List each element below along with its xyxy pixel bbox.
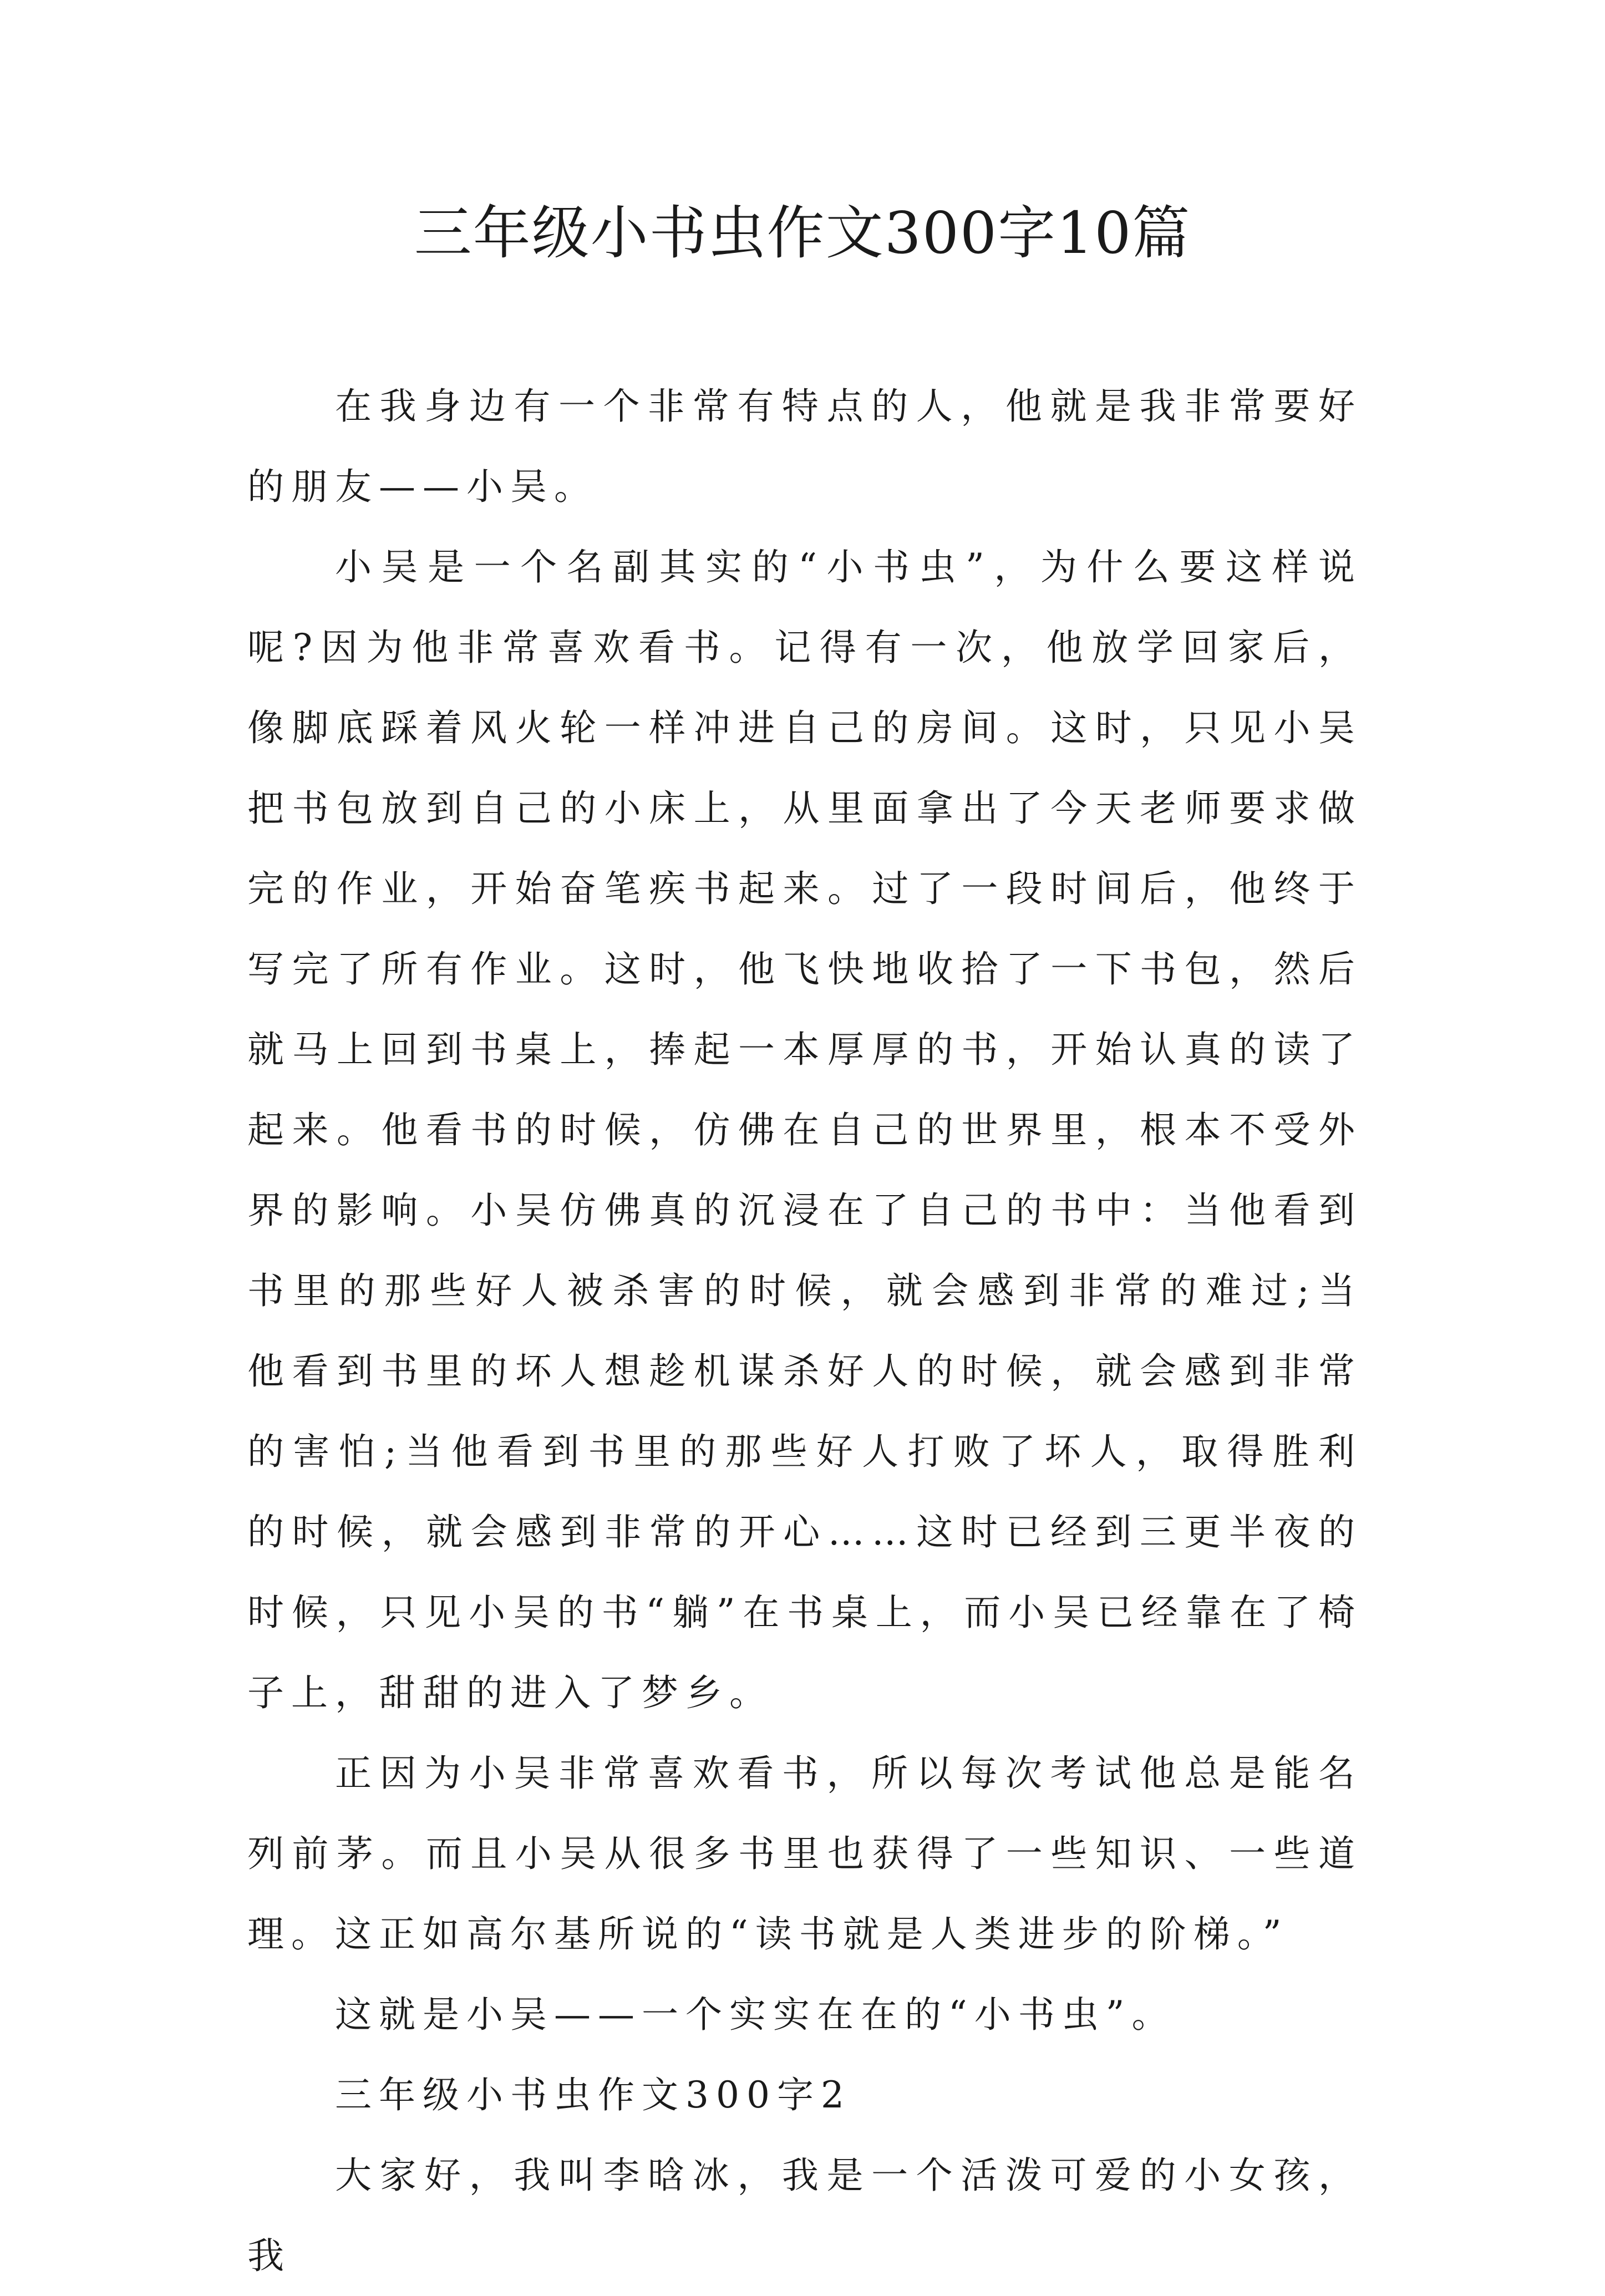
- paragraph-1: 在我身边有一个非常有特点的人，他就是我非常要好的朋友——小吴。: [247, 385, 1362, 508]
- paragraph-3: 正因为小吴非常喜欢看书，所以每次考试他总是能名列前茅。而且小吴从很多书里也获得了一些知识、一些道理。这正如高尔基所说的“读书就是人类进步的阶梯。”: [247, 1752, 1362, 1955]
- paragraph-4: 这就是小吴——一个实实在在的“小书虫”。: [335, 1993, 1176, 2036]
- paragraph-2: 小吴是一个名副其实的“小书虫”，为什么要这样说呢?因为他非常喜欢看书。记得有一次，他放学回家后，像脚底踩着风火轮一样冲进自己的房间。这时，只见小吴把书包放到自己的小床上，从里面拿出了今天老师要求做完的作业，开始奋笔疾书起来。过了一段时间后，他终于写完了所有作业。这时，他飞快地收拾了一下书包，然后就马上回到书桌上，捧起一本厚厚的书，开始认真的读了起来。他看书的时候，仿佛在自己的世界里，根本不受外界的影响。小吴仿佛真的沉浸在了自己的书中：当他看到书里的那些好人被杀害的时候，就会感到非常的难过;当他看到书里的坏人想趁机谋杀好人的时候，就会感到非常的害怕;当他看到书里的那些好人打败了坏人，取得胜利的时候，就会感到非常的开心……这时已经到三更半夜的时候，只见小吴的书“躺”在书桌上，而小吴已经靠在了椅子上，甜甜的进入了梦乡。: [247, 546, 1362, 1714]
- document-title: 三年级小书虫作文300字10篇: [414, 199, 1191, 267]
- section-heading-2: 三年级小书虫作文300字2: [335, 2074, 851, 2116]
- document-body: [247, 366, 1362, 2296]
- paragraph-5: 大家好，我叫李晗冰，我是一个活泼可爱的小女孩，我: [247, 2154, 1362, 2277]
